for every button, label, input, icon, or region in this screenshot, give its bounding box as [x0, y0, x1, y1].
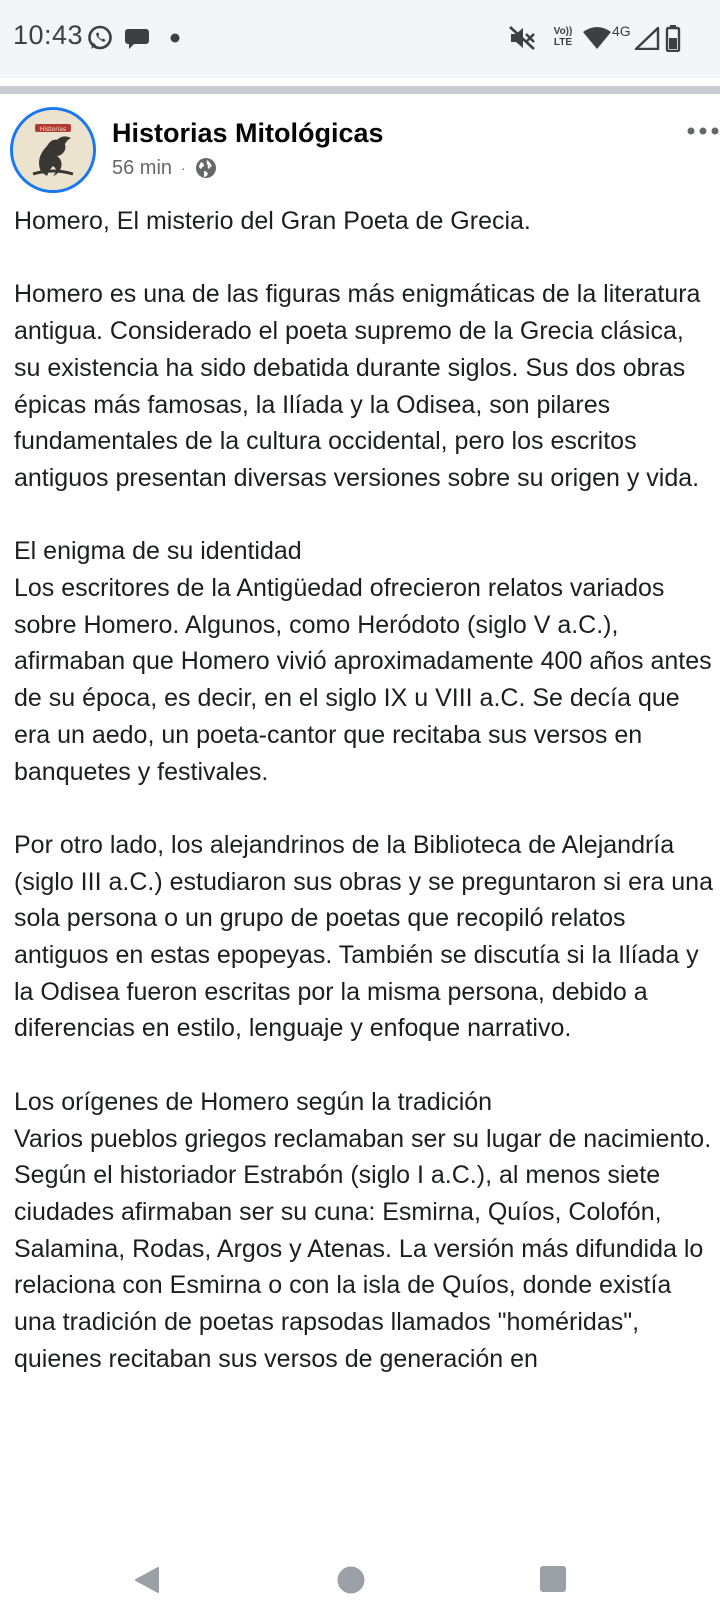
post-paragraph: Homero, El misterio del Gran Poeta de Grecia.	[14, 207, 531, 235]
meta-separator: ·	[181, 160, 186, 176]
signal-icon	[634, 26, 660, 50]
post-text	[14, 203, 714, 1377]
mute-icon	[507, 24, 537, 52]
avatar-text: Historias	[39, 126, 67, 133]
globe-icon	[195, 157, 217, 179]
post-paragraph: El enigma de su identidad Los escritores de la Antigüedad ofrecieron relatos variados sobre Homero. Algunos, como Heródoto (siglo V a.C.), afirmaban que Homero vivió aproximadamente 400 años antes de su época, es decir, en el siglo IX u VIII a.C. Se decía que era un aedo, un poeta-cantor que recitaba sus versos en banquetes y festivales.	[14, 537, 712, 786]
chat-bubble-icon	[125, 27, 151, 51]
more-options-icon[interactable]	[686, 119, 720, 145]
avatar-image	[13, 110, 93, 190]
status-time: 10:43	[13, 20, 84, 50]
wifi-icon	[582, 26, 612, 50]
whatsapp-icon	[86, 24, 114, 52]
recents-icon[interactable]	[539, 1565, 567, 1593]
battery-icon	[665, 24, 681, 52]
home-icon[interactable]	[336, 1565, 366, 1595]
back-icon[interactable]	[132, 1565, 162, 1595]
post-paragraph: Los orígenes de Homero según la tradición Varios pueblos griegos reclamaban ser su lugar de nacimiento. Según el historiador Estrabón (siglo I a.C.), al menos siete ciudades afirmaban ser su cuna: Esmirna, Quíos, Colofón, Salamina, Rodas, Argos y Atenas. La versión más difundida lo relaciona con Esmirna o con la isla de Quíos, donde existía una tradición de poetas rapsodas llamados "homéridas", quienes recitaban sus versos de generación en	[14, 1087, 712, 1373]
network-type-label: 4G	[612, 23, 631, 39]
post-paragraph: Homero es una de las figuras más enigmáticas de la literatura antigua. Considerado el poeta supremo de la Grecia clásica, su existencia ha sido debatida durante siglos. Sus dos obras épicas más famosas, la Ilíada y la Odisea, son pilares fundamentales de la cultura occidental, pero los escritos antiguos presentan diversas versiones sobre su origen y vida.	[14, 280, 701, 492]
notification-dot-icon	[169, 32, 181, 44]
feed-divider	[0, 86, 720, 94]
status-bar	[0, 0, 720, 78]
post-paragraph: Por otro lado, los alejandrinos de la Biblioteca de Alejandría (siglo III a.C.) estudiaron sus obras y se preguntaron si era una sola persona o un grupo de poetas que recopiló relatos antiguos en estas epopeyas. También se discutía si la Ilíada y la Odisea fueron escritas por la misma persona, debido a diferencias en estilo, lenguaje y enfoque narrativo.	[14, 830, 713, 1043]
system-nav-bar	[0, 1500, 720, 1612]
page-avatar[interactable]	[10, 107, 96, 193]
post-time[interactable]: 56 min	[112, 156, 173, 179]
post-meta	[112, 154, 217, 182]
volte-icon: Vo)) LTE	[553, 26, 573, 48]
page-name[interactable]: Historias Mitológicas	[112, 118, 384, 148]
